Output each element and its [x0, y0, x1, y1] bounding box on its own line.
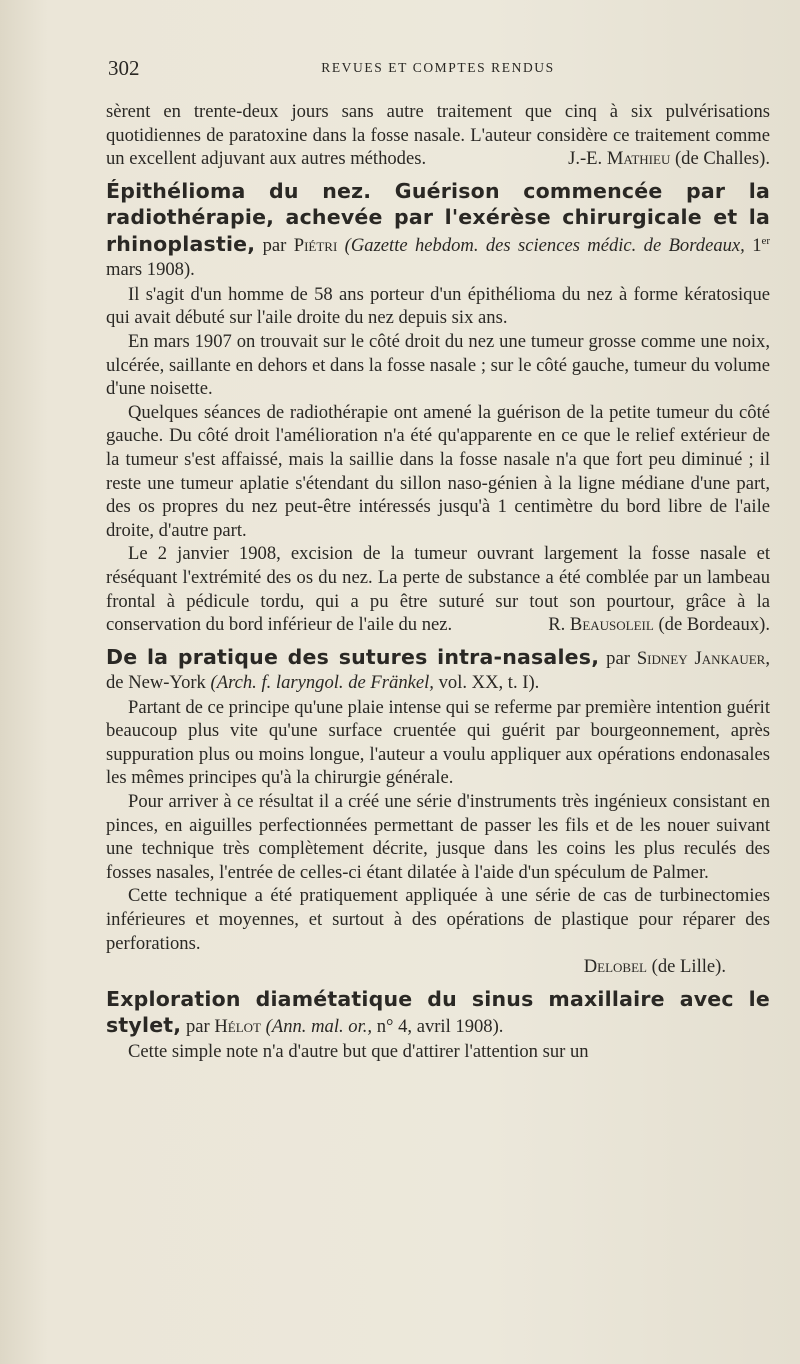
article1-paragraph: En mars 1907 on trouvait sur le côté droit du nez une tumeur grosse comme une noix, ulcérée, saillante en dehors et dans la fosse nasale ; sur le côté gauche, tumeur du volume d'une noisette. [106, 330, 770, 400]
article2-source: (Arch. f. laryngol. de Fränkel, [210, 672, 434, 694]
signature-initial: R. [548, 614, 566, 636]
article2-signature [106, 955, 770, 979]
article3-paragraph: Cette simple note n'a d'autre but que d'attirer l'attention sur un [128, 1040, 589, 1062]
article2-paragraph: Pour arriver à ce résultat il a créé une série d'instruments très ingénieux consistant en pinces, en aiguilles perfectionnées permettant de passer les fils et de les nouer suivant une technique très complètement décrite, jusque dans les coins les plus reculés des fosses nasales, l'entrée de celles-ci étant dilatée à l'aide d'un spéculum de Palmer. [106, 791, 770, 883]
signature-place: (de Bordeaux). [658, 614, 770, 636]
signature-name: Beausoleil [569, 614, 654, 636]
article1-by: par [262, 234, 287, 256]
article2-paragraph: Partant de ce principe qu'une plaie intense qui se referme par première intention guérit beaucoup plus vite qu'une surface cruentée qui guérit par bourgeonnement, après suppuration plus ou moins longue, l'auteur a voulu appliquer aux opérations endonasales les mêmes principes qu'à la chirurgie générale. [106, 696, 770, 789]
article1-date-sup: er [761, 234, 771, 247]
signature-name: Mathieu [606, 148, 671, 170]
article1-heading [106, 179, 770, 283]
article1-date-rest: mars 1908). [106, 259, 195, 281]
article2-paragraph: Cette technique a été pratiquement appliquée à une série de cas de turbinectomies inférieures et moyennes, et surtout à des opérations de plastique pour réparer des perforations. [106, 885, 770, 954]
article2-heading [106, 645, 770, 696]
body-text [106, 100, 770, 1063]
page-header [108, 56, 768, 86]
signature-name: Delobel [583, 956, 647, 978]
article3-source-rest: n° 4, avril 1908). [376, 1016, 504, 1038]
article1-signature [526, 613, 770, 637]
signature-place: (de Challes). [674, 148, 770, 170]
article3-title: Exploration diamétatique du sinus maxillaire avec le stylet, [106, 986, 770, 1038]
running-title: REVUES ET COMPTES RENDUS [321, 60, 555, 75]
article2-author-place: , de New-York [106, 647, 771, 694]
article1-last-text: Le 2 janvier 1908, excision de la tumeur ouvrant largement la fosse nasale et réséquant l'extrémité des os du nez. La perte de substance a été comblée par un lambeau frontal à pédicule tordu, qui a pu être suturé sur tout son pourtour, grâce à la conservation du bord inférieur de l'aile du nez. [106, 543, 770, 636]
article1-author: Piétri [293, 234, 338, 256]
article1-paragraph: Quelques séances de radiothérapie ont amené la guérison de la petite tumeur du côté gauche. Du côté droit l'amélioration n'a été qu'apparente en ce que le relief extérieur de la tumeur s'est affaissé, mais la saillie dans la fosse nasale n'a que fort peu diminué ; il reste une tumeur aplatie s'étendant du sillon naso-génien à la ligne médiane d'une part, des os propres du nez peut-être intéressés jusqu'à 1 centimètre du bord libre de l'aile droite, d'autre part. [106, 401, 770, 541]
article3-by: par [185, 1016, 210, 1038]
article2-title: De la pratique des sutures intra-nasales, [106, 644, 600, 669]
article2-author: Sidney Jankauer [636, 647, 766, 669]
article2-by: par [606, 647, 630, 669]
article1-source: (Gazette hebdom. des sciences médic. de Bordeaux, [344, 234, 745, 256]
page-number: 302 [108, 56, 140, 80]
article3-source: (Ann. mal. or., [265, 1016, 373, 1038]
article1-date-day: 1 [752, 234, 762, 256]
article1-title: Épithélioma du nez. Guérison commencée par la radiothérapie, achevée par l'exérèse chirurgicale et la rhinoplastie, [106, 178, 770, 256]
intro-paragraph: sèrent en trente-deux jours sans autre traitement que cinq à six pulvérisations quotidiennes de paratoxine dans la fosse nasale. L'auteur considère ce traitement comme un excellent adjuvant aux autres méthodes. [106, 101, 770, 170]
signature-initials: J.-E. [568, 148, 603, 170]
article3-author: Hélot [214, 1016, 261, 1038]
signature-place: (de Lille). [651, 956, 726, 978]
article1-paragraph [106, 542, 770, 636]
article3-heading [106, 987, 770, 1040]
article1-paragraph: Il s'agit d'un homme de 58 ans porteur d'un épithélioma du nez à forme kératosique qui avait débuté sur l'aile droite du nez depuis six ans. [106, 283, 770, 329]
article2-source-rest: vol. XX, t. I). [438, 672, 540, 694]
